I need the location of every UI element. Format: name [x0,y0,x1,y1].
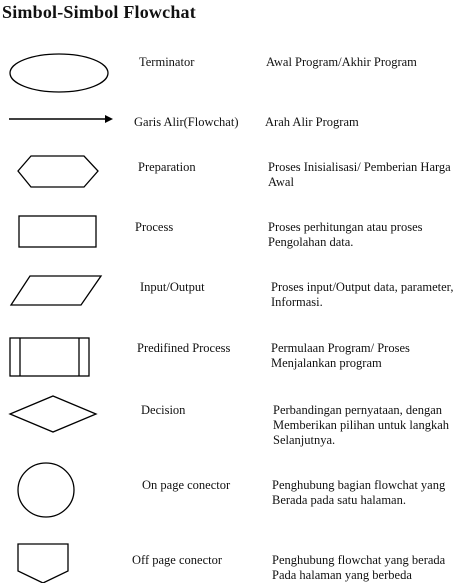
terminator-oval-icon [9,53,111,95]
input-output-parallelogram-icon [10,275,102,307]
symbol-description: Proses perhitungan atau proses Pengolahan data. [268,220,423,249]
symbol-description: Proses Inisialisasi/ Pemberian Harga Awal [268,160,451,189]
symbol-description: Proses input/Output data, parameter, Informasi. [271,280,454,309]
symbol-name: Decision [141,403,186,417]
preparation-hexagon-icon [17,155,99,189]
symbol-name: Terminator [139,55,195,69]
symbol-name: On page conector [142,478,231,492]
symbol-description: Penghubung flowchat yang berada Pada halaman yang berbeda [272,553,446,582]
symbol-name: Input/Output [140,280,205,294]
process-rectangle-icon [18,215,98,248]
symbol-description: Arah Alir Program [265,115,359,129]
symbol-description: Permulaan Program/ Proses Menjalankan program [271,341,410,370]
symbol-name: Preparation [138,160,196,174]
flow-arrow-icon [9,113,113,125]
symbol-description: Perbandingan pernyataan, dengan Memberikan pilihan untuk langkah Selanjutnya. [273,403,450,447]
off-page-connector-icon [17,543,69,583]
symbol-name: Garis Alir(Flowchat) [134,115,239,129]
symbol-description: Penghubung bagian flowchat yang Berada pada satu halaman. [272,478,446,507]
page-title: Simbol-Simbol Flowchat [2,2,196,22]
on-page-connector-circle-icon [17,462,75,518]
symbol-name: Process [135,220,174,234]
symbol-name: Off page conector [132,553,223,567]
predefined-process-icon [9,337,91,377]
decision-diamond-icon [8,395,98,433]
symbol-description: Awal Program/Akhir Program [266,55,417,69]
symbol-name: Predifined Process [137,341,231,355]
